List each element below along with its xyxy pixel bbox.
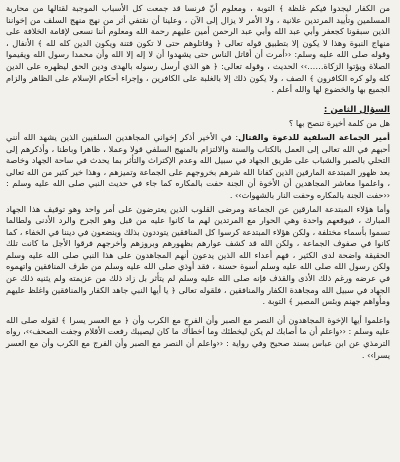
body-paragraph: وأما هؤلاء المبتدعة المارقين عن الجماعة ومرضى القلوب الذين يعترضون على أمر واحد وهو توقيف هذا الجهاد المبارك ، فيوقعهم واحدة وهي الحوار مع المرتدين لهم ما كانوا عليه من قبل وهو الجرح والرد الأدنى ولطالما تسموا بأسماء مختلفة ، ولكن هؤلاء المبتدعة كرسوا كل المنافقين يتوددون بذلك وينضعون في ديننا في الخفاء ، كما كانوا في صفوف الجماعة ، ولكن الله قد كشف عوارهم بظهورهم وبروزهم وأخرجهم فرقوا الأجل ما كانت تلك الحقيقة واضحة لدى الكثير ، فهم أعداء الله الذين يدعون أنهم المجاهدون على هذا النبي صلى الله عليه وسلم ولكن رسول الله صلى الله عليه وسلم أسوة حسنة ، فقد أوذي صلى الله عليه وسلم من طرف المنافقين واتهموه في عرضه ورغم ذلك الأذى والقذف فإنه صلى الله عليه وسلم لم يتأثر بل زاد ذلك من عزيمته ولم يثنيه ذلك عن الجهاد في سبيل الله ومجاهدة الكفار والمنافقين ، فلقوله تعالى ﴿ يا أيها النبي جاهد الكفار والمنافقين واغلظ عليهم ومأواهم جهنم وبئس المصير ﴾ التوبة . [6,203,390,307]
spacer [6,98,390,103]
body-paragraph: واعلموا أيها الإخوة المجاهدون أن النصر مع الصبر وأن الفرج مع الكرب وأن ﴿ مع العسر يسرا ﴾ لقوله صلى الله عليه وسلم : ‹‹واعلم أن ما أصابك لم يكن ليخطئك وما أخطأك ما كان ليصيبك رفعت الأقلام وجفت الصحف››، رواه الترمذي عن ابن عباس بسند صحيح وفي رواية : ‹‹واعلم أن النصر مع الصبر وأن الفرج مع الكرب وأن مع العسر يسرا›› . [6,314,390,360]
question-text: هل من كلمة أخيرة تنصح بها ؟ [288,118,390,129]
answer-label: أمير الجماعة السلفية للدعوة والقتال [238,131,390,142]
question-heading: السؤال الثامن : [323,104,390,115]
answer-text: : في الأخير أذكر إخواني المجاهدين السلفيين الذين يشهد الله أنني أحبهم في الله تعالى إلى العمل بالكتاب والسنة والالتزام بالمنهج السلفي قولا وعملا ، ظاهرا وباطنا ، وأذكرهم إلى التحلي بالصبر والشباب على طريق الجهاد في سبيل الله وعدم الإكتراث والتأثر بما يحدث في ساحة الجهاد وخاصة بعد ظهور المبتدعة المارقين الذين كفانا الله شرهم بخروجهم على الجماعة وتميزهم ، وهذا خير كثير من الله تعالى ، واعلموا معاشر المجاهدين أن الأخوة أن الجنة حفت بالمكاره كما جاء في حديث النبي صلى الله عليه وسلم : ‹‹حفت الجنة بالمكاره وحفت النار بالشهوات›› . [6,131,390,200]
body-paragraph: من الكفار ليجدوا فيكم غلظة ﴾ التوبة ، ومعلوم أنّ فرنسا قد جمعت كل الأسباب الموجبة لقتالها من محاربة المسلمين وتأييد المرتدين علانية ، ولا الأمر لا يزال إلى الآن ، وعلينا أن نقتفي أثر من نهج منهج السلف من إخواننا الذين سبقونا كجعفر وأبي عبد الله وأبي عبد الرحمن أمين عليهم رحمة الله ومعلوم أننا نسعى لإقامة الخلافة على منهاج النبوة وهذا لا يكون إلا بتطبيق قوله تعالى ﴿ وقاتلوهم حتى لا تكون فتنة ويكون الدين كله لله ﴾ الأنفال ، وقوله صلى الله عليه وسلم: ‹‹أمرت أن أقاتل الناس حتى يشهدوا أن لا إله إلا الله وأن محمدا رسول الله ويقيموا الصلاة ويؤتوا الزكاة……›› الحديث ، وقوله تعالى: ﴿ هو الذي أرسل رسوله بالهدى ودين الحق ليظهره على الدين كله ولو كره الكافرون ﴾ الصف ، ولا يكون ذلك إلا بالغلبة على الكافرين ، وإجراء أحكام الإسلام على الظاهر والزام الجميع بها والخضوع لها والله أعلم . [6,3,390,95]
answer-paragraph [6,132,390,202]
